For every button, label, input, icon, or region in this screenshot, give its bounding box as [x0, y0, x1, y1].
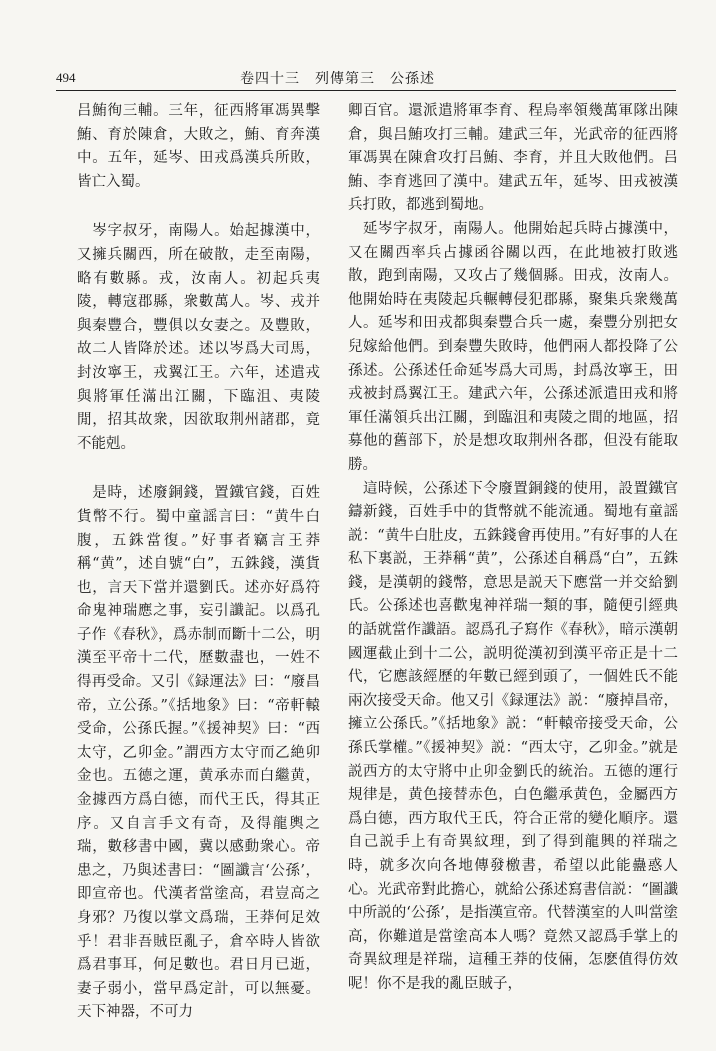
right-column-translation — [348, 100, 678, 997]
running-head: 卷四十三 列傳第三 公孫述 — [240, 71, 435, 87]
left-column-original-text — [77, 100, 320, 1051]
paragraph: 是時，述廢銅錢，置鐵官錢，百姓貨幣不行。蜀中童謡言曰：“黄牛白腹，五銖當復。”好事者竊言王莽稱“黄”，述自號“白”，五銖錢，漢貨也，言天下當并還劉氏。述亦好爲符命鬼神瑞應之事，妄引讖記。以爲孔子作《春秋》，爲赤制而斷十二公，明漢至平帝十二代，歷數盡也，一姓不得再受命。又引《録運法》曰：“廢昌帝，立公孫。”《括地象》曰：“帝軒轅受命，公孫氏握。”《援神契》曰：“西太守，乙卯金。”謂西方太守而乙絶卯金也。五德之運，黄承赤而白繼黄，金據西方爲白德，而代王氏，得其正序。又自言手文有奇，及得龍輿之瑞，數移書中國，冀以感動衆心。帝患之，乃與述書曰：“圖讖言‘公孫’，即宣帝也。代漢者當塗高，君豈高之身邪？乃復以掌文爲瑞，王莽何足效乎！君非吾賊臣亂子，倉卒時人皆欲爲君事耳，何足數也。君日月已逝，妻子弱小，當早爲定計，可以無憂。天下神器，不可力 — [77, 485, 320, 1021]
header-rule — [56, 90, 676, 91]
page-number: 494 — [56, 70, 76, 85]
paragraph: 延岑字叔牙，南陽人。他開始起兵時占據漢中，又在關西率兵占據函谷關以西，在此地被打敗逃散，跑到南陽，又攻占了幾個縣。田戎，汝南人。他開始時在夷陵起兵輾轉侵犯郡縣，聚集兵衆幾萬人。延岑和田戎都與秦豐合兵一處，秦豐分别把女兒嫁給他們。到秦豐失敗時，他們兩人都投降了公孫述。公孫述任命延岑爲大司馬，封爲汝寧王，田戎被封爲翼江王。建武六年，公孫述派遣田戎和將軍任滿領兵出江關，到臨沮和夷陵之間的地區，招募他的舊部下，於是想攻取荆州各郡，但没有能取勝。 — [348, 220, 678, 473]
paragraph: 這時候，公孫述下令廢置銅錢的使用，設置鐵官鑄新錢，百姓手中的貨幣就不能流通。蜀地有童謡説：“黄牛白肚皮，五銖錢會再使用。”有好事的人在私下裏説，王莽稱“黄”，公孫述自稱爲“白”，五銖錢，是漢朝的錢幣，意思是説天下應當一并交給劉氏。公孫述也喜歡鬼神祥瑞一類的事，隨便引經典的話就當作讖語。認爲孔子寫作《春秋》，暗示漢朝國運截止到十二公，説明從漢初到漢平帝正是十二代，它應該經歷的年數已經到頭了，一個姓氏不能兩次接受天命。他又引《録運法》説：“廢掉昌帝，擁立公孫氏。”《括地象》説：“軒轅帝接受天命，公孫氏掌權。”《援神契》説：“西太守，乙卯金。”就是説西方的太守將中止卯金劉氏的統治。五德的運行規律是，黄色接替赤色，白色繼承黄色，金屬西方爲白德，西方取代王氏，符合正常的變化順序。還自己説手上有奇異紋理，到了得到龍興的祥瑞之時，就多次向各地傳發檄書，希望以此能蠱惑人心。光武帝對此擔心，就給公孫述寫書信説：“圖讖中所説的‘公孫’，是指漢宣帝。代替漢室的人叫當塗高，你難道是當塗高本人嗎？竟然又認爲手掌上的奇異紋理是祥瑞，這種王莽的伎倆，怎麽值得仿效呢！你不是我的亂臣賊子， — [348, 480, 678, 992]
paragraph: 卿百官。還派遣將軍李育、程烏率領幾萬軍隊出陳倉，與吕鮪攻打三輔。建武三年，光武帝的征西將軍馮異在陳倉攻打吕鮪、李育，并且大敗他們。吕鮪、李育逃回了漢中。建武五年，延岑、田戎被漢兵打敗，都逃到蜀地。 — [348, 103, 678, 214]
paragraph: 岑字叔牙，南陽人。始起據漢中，又擁兵關西，所在破散，走至南陽，略有數縣。戎，汝南人。初起兵夷陵，轉寇郡縣，衆數萬人。岑、戎并與秦豐合，豐俱以女妻之。及豐敗，故二人皆降於述。述以岑爲大司馬，封汝寧王，戎翼江王。六年，述遣戎與將軍任滿出江關，下臨沮、夷陵閒，招其故衆，因欲取荆州諸郡，竟不能剋。 — [77, 223, 320, 452]
paragraph: 吕鮪徇三輔。三年，征西將軍馮異擊鮪、育於陳倉，大敗之，鮪、育奔漢中。五年，延岑、田戎爲漢兵所敗，皆亡入蜀。 — [77, 103, 320, 190]
